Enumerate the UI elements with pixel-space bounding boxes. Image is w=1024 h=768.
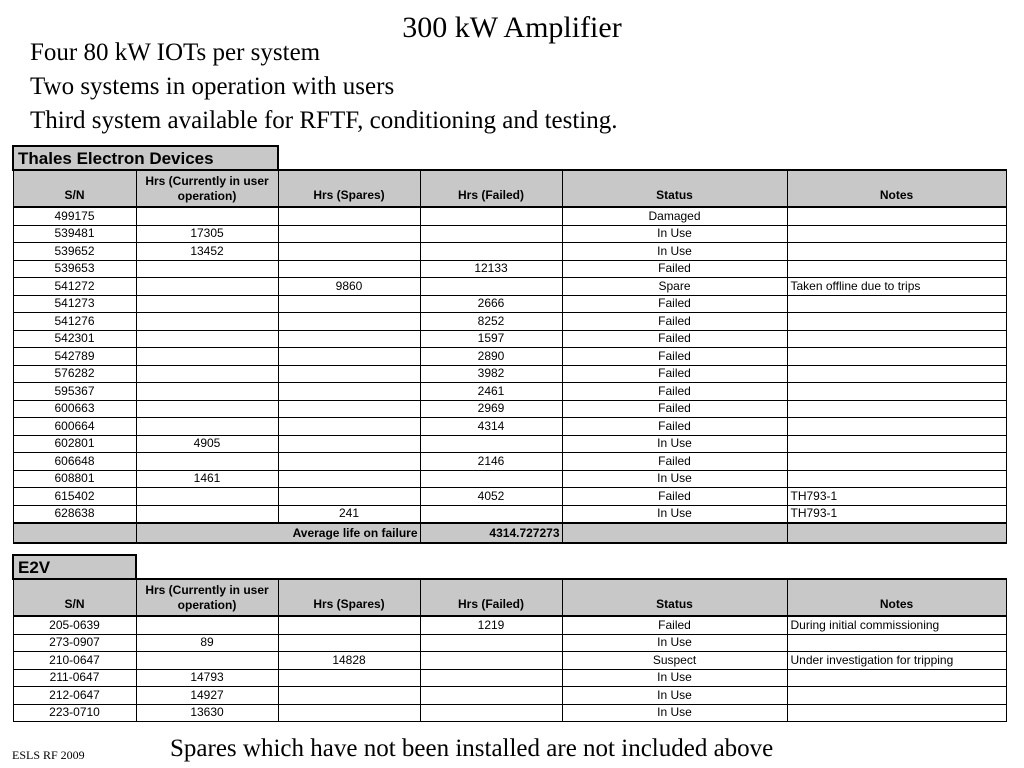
cell-hrs-spares: [278, 207, 420, 225]
cell-sn: 600664: [13, 418, 136, 436]
col-header-status: Status: [562, 170, 787, 207]
cell-hrs-spares: [278, 225, 420, 243]
cell-sn: 608801: [13, 470, 136, 488]
cell-hrs-spares: 14828: [278, 652, 420, 670]
cell-hrs-failed: [420, 505, 562, 523]
cell-hrs-current: [136, 313, 278, 331]
cell-hrs-failed: [420, 470, 562, 488]
cell-hrs-failed: 2461: [420, 383, 562, 401]
table-row: [13, 207, 1006, 225]
cell-notes: [787, 313, 1006, 331]
cell-sn: 212-0647: [13, 687, 136, 705]
cell-hrs-failed: 1597: [420, 330, 562, 348]
cell-hrs-current: [136, 652, 278, 670]
table-row: [13, 260, 1006, 278]
average-row: [13, 523, 1006, 543]
cell-notes: [787, 365, 1006, 383]
table-row: [13, 687, 1006, 705]
cell-hrs-current: 89: [136, 634, 278, 652]
cell-notes: [787, 225, 1006, 243]
cell-notes: [787, 704, 1006, 722]
cell-status: Suspect: [562, 652, 787, 670]
table-row: [13, 470, 1006, 488]
table-row: [13, 453, 1006, 471]
cell-hrs-spares: [278, 383, 420, 401]
cell-hrs-spares: [278, 470, 420, 488]
cell-status: In Use: [562, 687, 787, 705]
cell-hrs-spares: [278, 435, 420, 453]
cell-sn: 628638: [13, 505, 136, 523]
cell-status: Failed: [562, 453, 787, 471]
cell-sn: 541273: [13, 295, 136, 313]
table-row: [13, 330, 1006, 348]
cell-sn: 595367: [13, 383, 136, 401]
cell-sn: 539652: [13, 243, 136, 261]
cell-hrs-failed: [420, 652, 562, 670]
cell-sn: 615402: [13, 488, 136, 506]
cell-hrs-current: [136, 278, 278, 296]
cell-notes: [787, 470, 1006, 488]
cell-hrs-failed: 2890: [420, 348, 562, 366]
cell-hrs-spares: [278, 243, 420, 261]
cell-hrs-failed: [420, 278, 562, 296]
col-header-hrs-spares: Hrs (Spares): [278, 170, 420, 207]
cell-notes: [787, 634, 1006, 652]
cell-hrs-current: [136, 295, 278, 313]
footer-label: ESLS RF 2009: [12, 748, 85, 762]
cell-notes: [787, 669, 1006, 687]
cell-hrs-current: [136, 418, 278, 436]
thales-table: [12, 145, 1007, 544]
cell-notes: [787, 260, 1006, 278]
cell-status: Failed: [562, 616, 787, 634]
cell-hrs-failed: 1219: [420, 616, 562, 634]
col-header-sn: S/N: [13, 579, 136, 616]
footer-note: Spares which have not been installed are not included above: [170, 735, 774, 762]
cell-notes: [787, 383, 1006, 401]
cell-hrs-failed: 12133: [420, 260, 562, 278]
cell-hrs-current: 17305: [136, 225, 278, 243]
cell-hrs-spares: [278, 313, 420, 331]
cell-status: Spare: [562, 278, 787, 296]
table-row: [13, 278, 1006, 296]
cell-notes: Under investigation for tripping: [787, 652, 1006, 670]
e2v-table: [12, 554, 1007, 722]
table-row: [13, 505, 1006, 523]
cell-status: In Use: [562, 470, 787, 488]
bullet-item: Four 80 kW IOTs per system: [30, 39, 321, 66]
col-header-hrs-spares: Hrs (Spares): [278, 579, 420, 616]
cell-sn: 223-0710: [13, 704, 136, 722]
cell-notes: [787, 207, 1006, 225]
cell-sn: 205-0639: [13, 616, 136, 634]
cell-notes: Taken offline due to trips: [787, 278, 1006, 296]
table-row: [13, 634, 1006, 652]
cell-sn: 210-0647: [13, 652, 136, 670]
table-row: [13, 348, 1006, 366]
cell-hrs-failed: 4314: [420, 418, 562, 436]
table-row: [13, 383, 1006, 401]
cell-status: Failed: [562, 295, 787, 313]
col-header-status: Status: [562, 579, 787, 616]
col-header-sn: S/N: [13, 170, 136, 207]
cell-hrs-current: 13452: [136, 243, 278, 261]
table-header-row: [13, 579, 1006, 616]
cell-hrs-current: [136, 505, 278, 523]
cell-sn: 539653: [13, 260, 136, 278]
cell-status: In Use: [562, 435, 787, 453]
cell-hrs-current: 13630: [136, 704, 278, 722]
cell-hrs-spares: [278, 400, 420, 418]
cell-sn: 542301: [13, 330, 136, 348]
table-row: [13, 295, 1006, 313]
bullet-list: [30, 36, 618, 138]
table-row: [13, 418, 1006, 436]
cell-notes: [787, 243, 1006, 261]
table-row: [13, 616, 1006, 634]
cell-hrs-spares: [278, 669, 420, 687]
table-row: [13, 652, 1006, 670]
cell-hrs-failed: [420, 435, 562, 453]
cell-status: In Use: [562, 505, 787, 523]
cell-status: In Use: [562, 225, 787, 243]
table-row: [13, 365, 1006, 383]
cell-hrs-spares: 9860: [278, 278, 420, 296]
cell-hrs-failed: 3982: [420, 365, 562, 383]
cell-sn: 606648: [13, 453, 136, 471]
cell-hrs-current: 1461: [136, 470, 278, 488]
cell-notes: [787, 453, 1006, 471]
section-title-thales: Thales Electron Devices: [13, 146, 278, 170]
cell-notes: TH793-1: [787, 488, 1006, 506]
cell-status: Failed: [562, 260, 787, 278]
cell-hrs-spares: [278, 295, 420, 313]
cell-status: Failed: [562, 313, 787, 331]
cell-hrs-current: 14793: [136, 669, 278, 687]
cell-status: Failed: [562, 400, 787, 418]
cell-hrs-spares: [278, 634, 420, 652]
average-value: 4314.727273: [420, 523, 562, 543]
cell-hrs-failed: [420, 704, 562, 722]
cell-hrs-current: [136, 330, 278, 348]
cell-hrs-spares: [278, 616, 420, 634]
table-row: [13, 225, 1006, 243]
cell-sn: 542789: [13, 348, 136, 366]
cell-hrs-failed: 2969: [420, 400, 562, 418]
cell-hrs-current: [136, 616, 278, 634]
cell-hrs-current: [136, 488, 278, 506]
cell-hrs-current: [136, 365, 278, 383]
cell-hrs-current: [136, 348, 278, 366]
cell-hrs-current: [136, 260, 278, 278]
table-row: [13, 313, 1006, 331]
cell-notes: [787, 687, 1006, 705]
cell-status: In Use: [562, 634, 787, 652]
cell-sn: 541276: [13, 313, 136, 331]
table-row: [13, 488, 1006, 506]
col-header-hrs-current: Hrs (Currently in user operation): [136, 579, 278, 616]
table-row: [13, 669, 1006, 687]
table-row: [13, 704, 1006, 722]
cell-status: Failed: [562, 488, 787, 506]
cell-sn: 576282: [13, 365, 136, 383]
cell-notes: TH793-1: [787, 505, 1006, 523]
cell-notes: [787, 400, 1006, 418]
cell-notes: [787, 435, 1006, 453]
cell-sn: 539481: [13, 225, 136, 243]
page-title: 300 kW Amplifier: [402, 11, 622, 44]
col-header-hrs-failed: Hrs (Failed): [420, 579, 562, 616]
cell-hrs-failed: 4052: [420, 488, 562, 506]
bullet-item: Third system available for RFTF, conditioning and testing.: [30, 107, 618, 134]
cell-notes: [787, 418, 1006, 436]
cell-notes: [787, 330, 1006, 348]
cell-hrs-current: 14927: [136, 687, 278, 705]
cell-hrs-spares: [278, 687, 420, 705]
cell-status: Damaged: [562, 207, 787, 225]
average-label: Average life on failure: [136, 523, 420, 543]
bullet-item: Two systems in operation with users: [30, 73, 395, 100]
cell-hrs-failed: [420, 634, 562, 652]
cell-hrs-spares: [278, 365, 420, 383]
cell-sn: 273-0907: [13, 634, 136, 652]
cell-hrs-spares: [278, 453, 420, 471]
table-row: [13, 243, 1006, 261]
cell-notes: [787, 348, 1006, 366]
cell-hrs-failed: [420, 687, 562, 705]
cell-hrs-current: [136, 383, 278, 401]
col-header-hrs-failed: Hrs (Failed): [420, 170, 562, 207]
cell-hrs-current: [136, 400, 278, 418]
cell-hrs-failed: [420, 669, 562, 687]
table-row: [13, 400, 1006, 418]
table-row: [13, 435, 1006, 453]
cell-hrs-spares: [278, 704, 420, 722]
table-header-row: [13, 170, 1006, 207]
cell-notes: [787, 295, 1006, 313]
cell-status: Failed: [562, 383, 787, 401]
cell-hrs-failed: [420, 225, 562, 243]
cell-status: In Use: [562, 243, 787, 261]
cell-hrs-spares: [278, 348, 420, 366]
cell-hrs-current: [136, 453, 278, 471]
col-header-notes: Notes: [787, 170, 1006, 207]
cell-status: Failed: [562, 348, 787, 366]
cell-sn: 211-0647: [13, 669, 136, 687]
cell-sn: 600663: [13, 400, 136, 418]
cell-status: Failed: [562, 330, 787, 348]
cell-hrs-failed: [420, 207, 562, 225]
cell-status: Failed: [562, 365, 787, 383]
cell-notes: During initial commissioning: [787, 616, 1006, 634]
cell-hrs-spares: [278, 260, 420, 278]
cell-hrs-spares: [278, 418, 420, 436]
cell-status: In Use: [562, 669, 787, 687]
cell-hrs-spares: [278, 488, 420, 506]
cell-hrs-failed: 8252: [420, 313, 562, 331]
cell-hrs-current: 4905: [136, 435, 278, 453]
col-header-hrs-current: Hrs (Currently in user operation): [136, 170, 278, 207]
cell-hrs-failed: [420, 243, 562, 261]
cell-status: In Use: [562, 704, 787, 722]
cell-hrs-failed: 2146: [420, 453, 562, 471]
cell-hrs-spares: [278, 330, 420, 348]
cell-hrs-current: [136, 207, 278, 225]
col-header-notes: Notes: [787, 579, 1006, 616]
cell-sn: 499175: [13, 207, 136, 225]
cell-hrs-spares: 241: [278, 505, 420, 523]
cell-sn: 541272: [13, 278, 136, 296]
section-title-e2v: E2V: [13, 555, 136, 579]
cell-sn: 602801: [13, 435, 136, 453]
cell-status: Failed: [562, 418, 787, 436]
cell-hrs-failed: 2666: [420, 295, 562, 313]
